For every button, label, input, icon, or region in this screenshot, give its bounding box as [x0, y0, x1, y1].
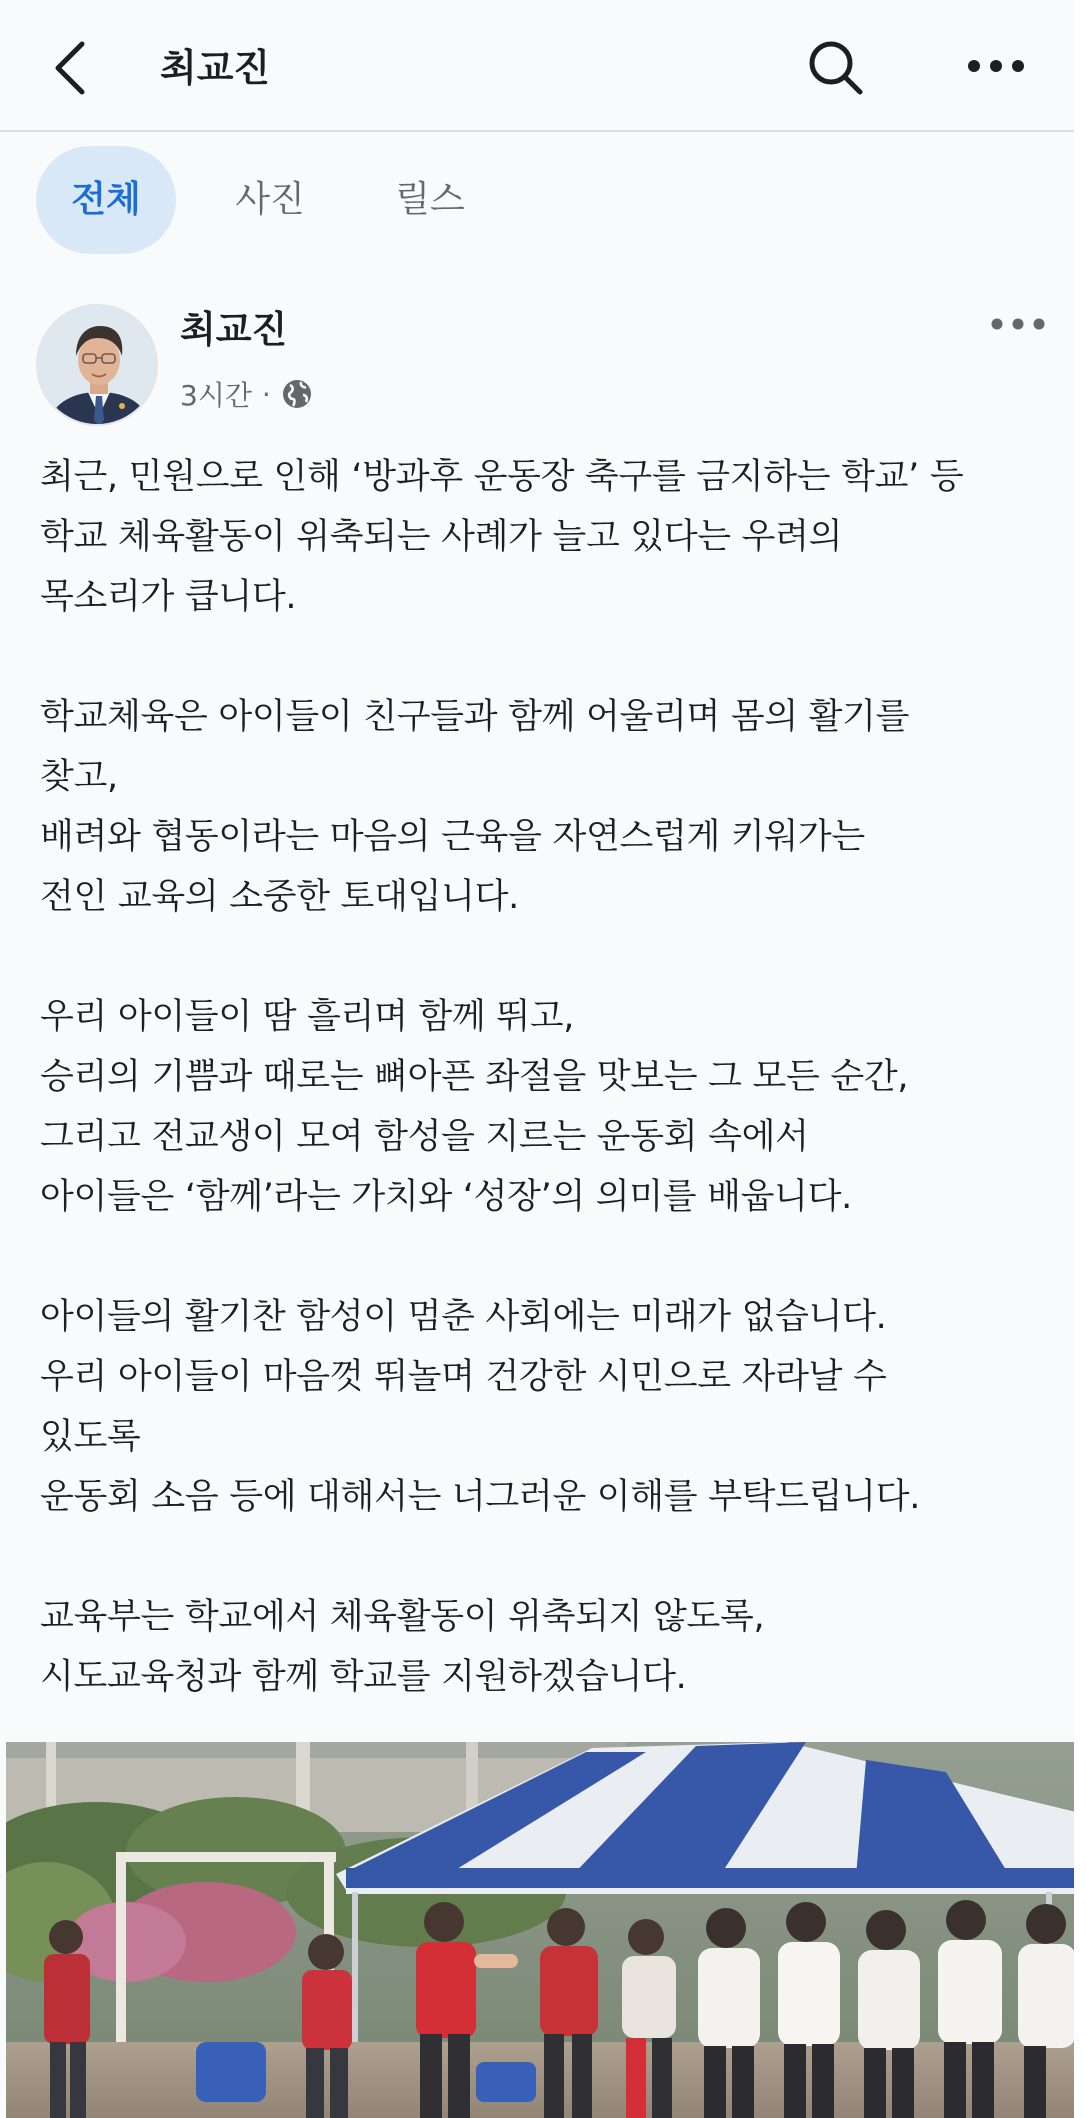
text-line: 시도교육청과 함께 학교를 지원하겠습니다. — [40, 1657, 687, 1697]
top-bar — [0, 0, 1074, 132]
text-line: 아이들은 ‘함께’라는 가치와 ‘성장’의 의미를 배웁니다. — [40, 1177, 852, 1217]
search-icon — [804, 36, 868, 100]
post-paragraph — [40, 1287, 1060, 1527]
post-text — [40, 447, 1060, 1707]
post-more-button[interactable] — [988, 306, 1048, 342]
tab-photos[interactable]: 사진 — [235, 179, 305, 220]
text-line: 배려와 협동이라는 마음의 근육을 자연스럽게 키워가는 — [40, 817, 865, 857]
sports-day-photo — [6, 1742, 1076, 2118]
post-paragraph — [40, 687, 1060, 927]
meta-separator: · — [261, 377, 271, 411]
chevron-left-icon — [44, 36, 100, 100]
screen-edge — [1074, 0, 1086, 2118]
post-paragraph — [40, 987, 1060, 1227]
text-line: 있도록 — [40, 1417, 141, 1457]
text-line: 승리의 기쁨과 때로는 뼈아픈 좌절을 맛보는 그 모든 순간, — [40, 1057, 909, 1097]
text-line: 우리 아이들이 마음껏 뛰놀며 건강한 시민으로 자라날 수 — [40, 1357, 887, 1397]
text-line: 운동회 소음 등에 대해서는 너그러운 이해를 부탁드립니다. — [40, 1477, 921, 1517]
text-line: 목소리가 큽니다. — [40, 577, 297, 617]
post-paragraph — [40, 447, 1060, 627]
post-paragraph — [40, 1587, 1060, 1707]
tab-all[interactable]: 전체 — [36, 146, 176, 254]
post-meta — [180, 370, 313, 418]
profile-photo — [38, 306, 158, 426]
more-horizontal-icon — [988, 306, 1048, 342]
post-photo[interactable] — [6, 1742, 1076, 2118]
text-line: 아이들의 활기찬 함성이 멈춘 사회에는 미래가 없습니다. — [40, 1297, 887, 1337]
post-time[interactable]: 3시간 — [180, 379, 252, 412]
tab-reels[interactable]: 릴스 — [395, 179, 465, 220]
text-line: 학교 체육활동이 위축되는 사례가 늘고 있다는 우려의 — [40, 517, 843, 557]
more-horizontal-icon — [964, 44, 1028, 88]
text-line: 최근, 민원으로 인해 ‘방과후 운동장 축구를 금지하는 학교’ 등 — [40, 457, 964, 497]
back-button[interactable] — [44, 36, 100, 100]
header-more-button[interactable] — [964, 44, 1028, 88]
text-line: 전인 교육의 소중한 토대입니다. — [40, 877, 519, 917]
text-line: 우리 아이들이 땀 흘리며 함께 뛰고, — [40, 997, 575, 1037]
text-line: 교육부는 학교에서 체육활동이 위축되지 않도록, — [40, 1597, 765, 1637]
globe-icon — [281, 378, 313, 410]
page-title: 최교진 — [160, 46, 271, 90]
text-line: 그리고 전교생이 모여 함성을 지르는 운동회 속에서 — [40, 1117, 809, 1157]
text-line: 학교체육은 아이들이 친구들과 함께 어울리며 몸의 활기를 — [40, 697, 910, 737]
avatar[interactable] — [36, 304, 158, 426]
search-button[interactable] — [804, 36, 868, 100]
profile-tabs — [36, 146, 1036, 256]
post-author[interactable]: 최교진 — [180, 308, 288, 351]
text-line: 찾고, — [40, 757, 118, 797]
